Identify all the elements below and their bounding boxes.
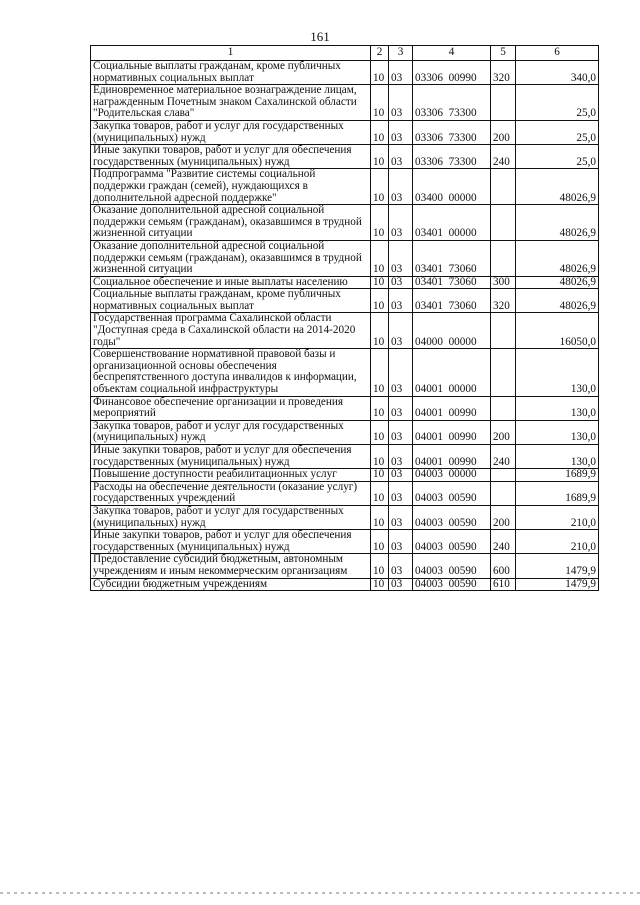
table-row: [91, 349, 599, 396]
amount-cell: 130,0: [516, 420, 599, 444]
target-article-cell: 04003 00590: [413, 578, 491, 591]
target-article-cell: 03401 73060: [413, 276, 491, 289]
expense-type-cell: [491, 469, 516, 482]
table-row: [91, 554, 599, 578]
section-cell: 10: [371, 120, 389, 144]
table-body: [91, 61, 599, 591]
section-cell: 10: [371, 578, 389, 591]
subsection-cell: 03: [389, 554, 413, 578]
table-row: [91, 313, 599, 349]
row-name-cell: Социальные выплаты гражданам, кроме публичных нормативных социальных выплат: [91, 289, 371, 313]
amount-cell: 48026,9: [516, 289, 599, 313]
row-name-cell: Единовременное материальное вознаграждение лицам, награжденным Почетным знаком Сахалинской области "Родительская слава": [91, 85, 371, 121]
section-cell: 10: [371, 554, 389, 578]
subsection-cell: 03: [389, 445, 413, 469]
row-name-cell: Иные закупки товаров, работ и услуг для обеспечения государственных (муниципальных) нужд: [91, 445, 371, 469]
table-row: [91, 289, 599, 313]
table-row: [91, 145, 599, 169]
section-cell: 10: [371, 349, 389, 396]
scan-artifact-line: [0, 892, 640, 894]
row-name-cell: Социальные выплаты гражданам, кроме публичных нормативных социальных выплат: [91, 61, 371, 85]
subsection-cell: 03: [389, 396, 413, 420]
target-article-cell: 04001 00990: [413, 445, 491, 469]
row-name-cell: Закупка товаров, работ и услуг для государственных (муниципальных) нужд: [91, 505, 371, 529]
target-article-cell: 04001 00000: [413, 349, 491, 396]
amount-cell: 1689,9: [516, 469, 599, 482]
expense-type-cell: 200: [491, 120, 516, 144]
expense-type-cell: 200: [491, 505, 516, 529]
amount-cell: 25,0: [516, 120, 599, 144]
target-article-cell: 04001 00990: [413, 420, 491, 444]
subsection-cell: 03: [389, 530, 413, 554]
expense-type-cell: 320: [491, 289, 516, 313]
table-row: [91, 276, 599, 289]
row-name-cell: Совершенствование нормативной правовой базы и организационной основы обеспечения беспрепятственного доступа инвалидов к информации, объектам социальной инфраструктуры: [91, 349, 371, 396]
row-name-cell: Оказание дополнительной адресной социальной поддержки семьям (гражданам), оказавшимся в трудной жизненной ситуации: [91, 205, 371, 241]
subsection-cell: 03: [389, 120, 413, 144]
expense-type-cell: 240: [491, 445, 516, 469]
expense-type-cell: [491, 396, 516, 420]
amount-cell: 48026,9: [516, 169, 599, 205]
column-header: 3: [389, 46, 413, 61]
subsection-cell: 03: [389, 169, 413, 205]
column-header: 2: [371, 46, 389, 61]
expense-type-cell: 240: [491, 530, 516, 554]
row-name-cell: Расходы на обеспечение деятельности (оказание услуг) государственных учреждений: [91, 481, 371, 505]
subsection-cell: 03: [389, 276, 413, 289]
amount-cell: 1689,9: [516, 481, 599, 505]
row-name-cell: Подпрограмма "Развитие системы социальной поддержки граждан (семей), нуждающихся в дополнительной адресной поддержке": [91, 169, 371, 205]
subsection-cell: 03: [389, 313, 413, 349]
expense-type-cell: [491, 313, 516, 349]
target-article-cell: 03306 73300: [413, 85, 491, 121]
table-row: [91, 578, 599, 591]
target-article-cell: 04000 00000: [413, 313, 491, 349]
amount-cell: 130,0: [516, 349, 599, 396]
row-name-cell: Субсидии бюджетным учреждениям: [91, 578, 371, 591]
expense-type-cell: 240: [491, 145, 516, 169]
target-article-cell: 03401 73060: [413, 240, 491, 276]
amount-cell: 340,0: [516, 61, 599, 85]
section-cell: 10: [371, 481, 389, 505]
target-article-cell: 03400 00000: [413, 169, 491, 205]
table-row: [91, 420, 599, 444]
expense-type-cell: [491, 85, 516, 121]
section-cell: 10: [371, 289, 389, 313]
expense-type-cell: [491, 240, 516, 276]
row-name-cell: Государственная программа Сахалинской области "Доступная среда в Сахалинской области на 2014-2020 годы": [91, 313, 371, 349]
section-cell: 10: [371, 420, 389, 444]
section-cell: 10: [371, 205, 389, 241]
table-row: [91, 169, 599, 205]
row-name-cell: Иные закупки товаров, работ и услуг для обеспечения государственных (муниципальных) нужд: [91, 145, 371, 169]
amount-cell: 210,0: [516, 505, 599, 529]
section-cell: 10: [371, 505, 389, 529]
amount-cell: 25,0: [516, 85, 599, 121]
amount-cell: 48026,9: [516, 276, 599, 289]
section-cell: 10: [371, 61, 389, 85]
row-name-cell: Закупка товаров, работ и услуг для государственных (муниципальных) нужд: [91, 120, 371, 144]
section-cell: 10: [371, 169, 389, 205]
table-row: [91, 445, 599, 469]
subsection-cell: 03: [389, 289, 413, 313]
table-row: [91, 469, 599, 482]
amount-cell: 48026,9: [516, 205, 599, 241]
section-cell: 10: [371, 530, 389, 554]
amount-cell: 1479,9: [516, 578, 599, 591]
target-article-cell: 04003 00590: [413, 530, 491, 554]
subsection-cell: 03: [389, 240, 413, 276]
target-article-cell: 03306 73300: [413, 145, 491, 169]
table-row: [91, 120, 599, 144]
subsection-cell: 03: [389, 469, 413, 482]
amount-cell: 48026,9: [516, 240, 599, 276]
row-name-cell: Оказание дополнительной адресной социальной поддержки семьям (гражданам), оказавшимся в трудной жизненной ситуации: [91, 240, 371, 276]
column-header: 1: [91, 46, 371, 61]
section-cell: 10: [371, 145, 389, 169]
subsection-cell: 03: [389, 61, 413, 85]
column-header: 6: [516, 46, 599, 61]
target-article-cell: 04003 00590: [413, 505, 491, 529]
table-row: [91, 530, 599, 554]
row-name-cell: Финансовое обеспечение организации и проведения мероприятий: [91, 396, 371, 420]
target-article-cell: 03306 73300: [413, 120, 491, 144]
table-row: [91, 85, 599, 121]
amount-cell: 130,0: [516, 445, 599, 469]
amount-cell: 16050,0: [516, 313, 599, 349]
table-row: [91, 481, 599, 505]
target-article-cell: 03401 00000: [413, 205, 491, 241]
row-name-cell: Повышение доступности реабилитационных услуг: [91, 469, 371, 482]
subsection-cell: 03: [389, 145, 413, 169]
row-name-cell: Иные закупки товаров, работ и услуг для обеспечения государственных (муниципальных) нужд: [91, 530, 371, 554]
amount-cell: 25,0: [516, 145, 599, 169]
target-article-cell: 04003 00590: [413, 554, 491, 578]
subsection-cell: 03: [389, 85, 413, 121]
page-number: 161: [310, 29, 330, 44]
section-cell: 10: [371, 396, 389, 420]
subsection-cell: 03: [389, 349, 413, 396]
expense-type-cell: 200: [491, 420, 516, 444]
subsection-cell: 03: [389, 420, 413, 444]
expense-type-cell: [491, 205, 516, 241]
budget-table: [90, 45, 599, 591]
section-cell: 10: [371, 240, 389, 276]
subsection-cell: 03: [389, 205, 413, 241]
section-cell: 10: [371, 469, 389, 482]
target-article-cell: 03401 73060: [413, 289, 491, 313]
section-cell: 10: [371, 276, 389, 289]
expense-type-cell: [491, 349, 516, 396]
target-article-cell: 04001 00990: [413, 396, 491, 420]
amount-cell: 210,0: [516, 530, 599, 554]
section-cell: 10: [371, 85, 389, 121]
row-name-cell: Социальное обеспечение и иные выплаты населению: [91, 276, 371, 289]
target-article-cell: 04003 00590: [413, 481, 491, 505]
amount-cell: 130,0: [516, 396, 599, 420]
amount-cell: 1479,9: [516, 554, 599, 578]
table-row: [91, 240, 599, 276]
table-header-row: [91, 46, 599, 61]
target-article-cell: 04003 00000: [413, 469, 491, 482]
column-header: 4: [413, 46, 491, 61]
table-row: [91, 505, 599, 529]
table-row: [91, 61, 599, 85]
target-article-cell: 03306 00990: [413, 61, 491, 85]
row-name-cell: Закупка товаров, работ и услуг для государственных (муниципальных) нужд: [91, 420, 371, 444]
expense-type-cell: 610: [491, 578, 516, 591]
expense-type-cell: 320: [491, 61, 516, 85]
section-cell: 10: [371, 445, 389, 469]
table-row: [91, 396, 599, 420]
row-name-cell: Предоставление субсидий бюджетным, автономным учреждениям и иным некоммерческим организациям: [91, 554, 371, 578]
expense-type-cell: [491, 169, 516, 205]
expense-type-cell: [491, 481, 516, 505]
expense-type-cell: 300: [491, 276, 516, 289]
column-header: 5: [491, 46, 516, 61]
subsection-cell: 03: [389, 505, 413, 529]
subsection-cell: 03: [389, 481, 413, 505]
table-row: [91, 205, 599, 241]
subsection-cell: 03: [389, 578, 413, 591]
expense-type-cell: 600: [491, 554, 516, 578]
section-cell: 10: [371, 313, 389, 349]
